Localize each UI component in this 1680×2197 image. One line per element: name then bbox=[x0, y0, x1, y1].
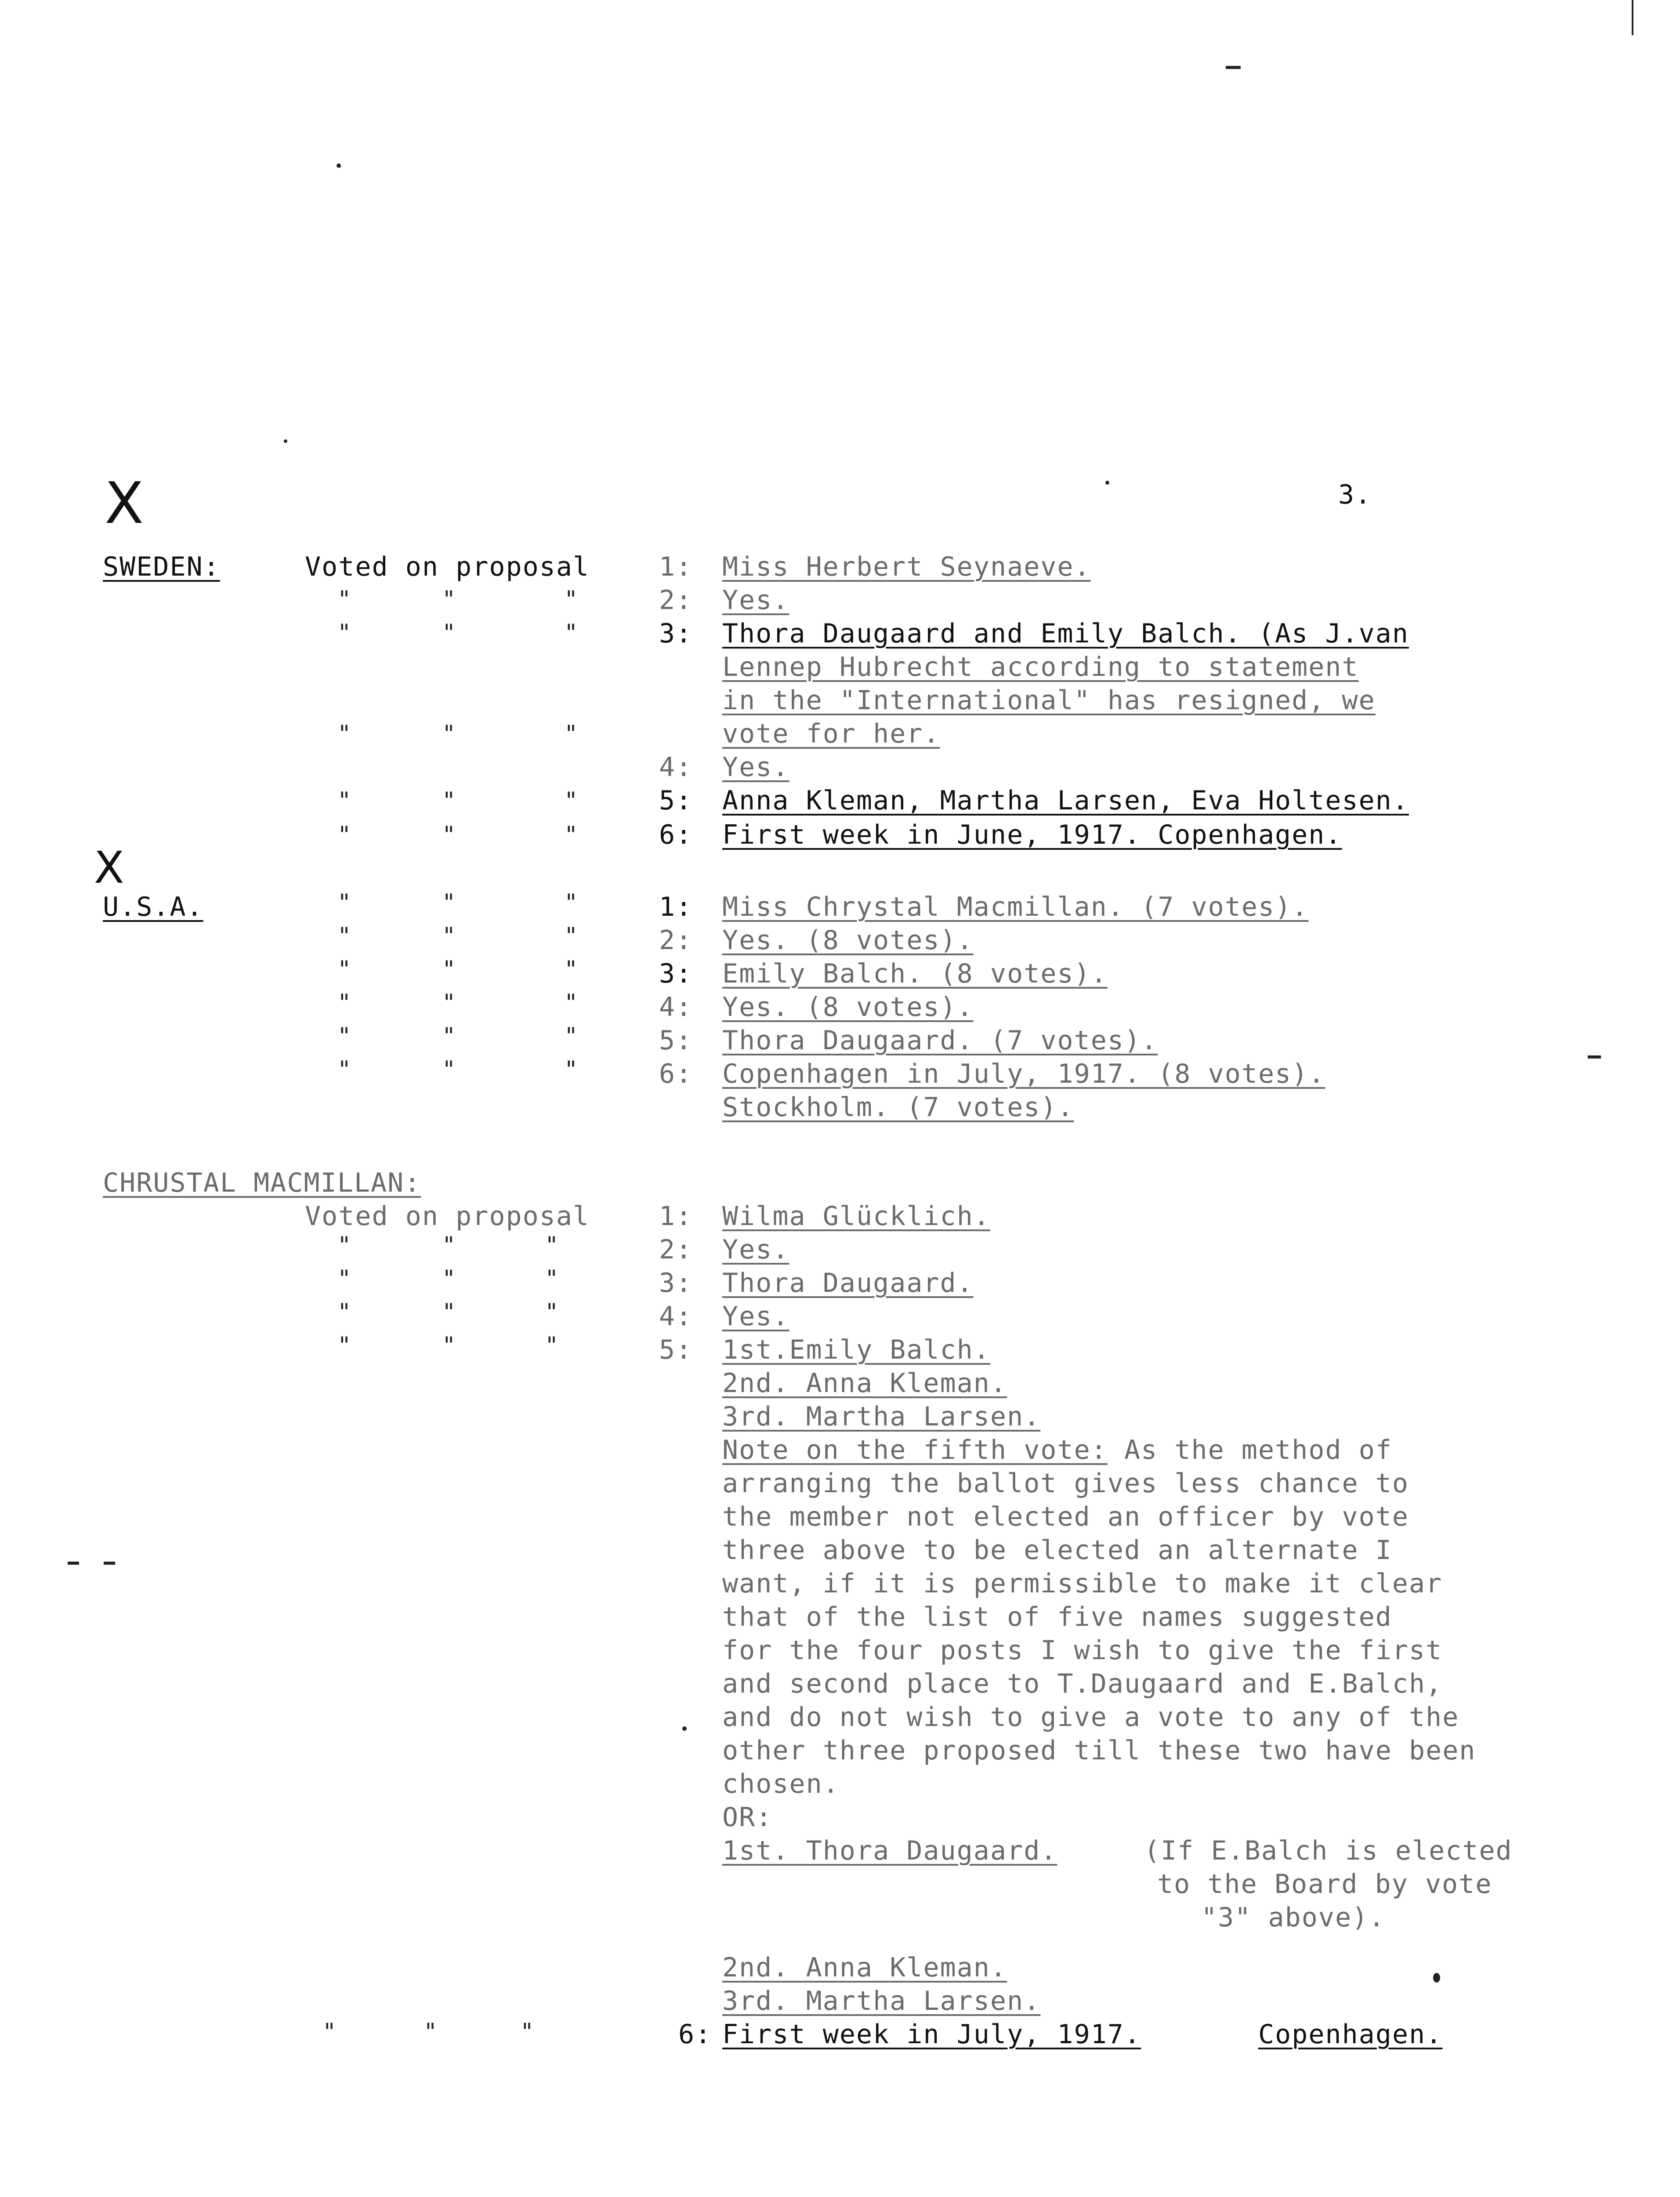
ditto-mark: " bbox=[564, 889, 578, 916]
ditto-mark: " bbox=[337, 620, 351, 646]
note-line: chosen. bbox=[722, 1769, 840, 1799]
ditto-mark: " bbox=[424, 2019, 438, 2045]
ditto-mark: " bbox=[442, 1265, 456, 1292]
item-number: 4: bbox=[659, 752, 693, 783]
ditto-mark: " bbox=[322, 2019, 337, 2045]
voted-label: Voted on proposal bbox=[305, 1201, 590, 1232]
ditto-mark: " bbox=[337, 1023, 351, 1049]
ditto-mark: " bbox=[337, 1332, 351, 1359]
ranking-line: 2nd. Anna Kleman. bbox=[722, 1368, 1007, 1399]
scan-speck bbox=[337, 163, 341, 168]
item-number: 2: bbox=[659, 585, 693, 616]
item-number: 5: bbox=[659, 785, 693, 816]
ditto-mark: " bbox=[442, 923, 456, 949]
item-text: Stockholm. (7 votes). bbox=[722, 1092, 1074, 1123]
item-text: Wilma Glücklich. bbox=[722, 1201, 990, 1232]
ditto-mark: " bbox=[442, 787, 456, 814]
item-number: 2: bbox=[659, 925, 693, 956]
section-label: SWEDEN: bbox=[103, 551, 220, 582]
ditto-mark: " bbox=[337, 990, 351, 1016]
ditto-mark: " bbox=[337, 1056, 351, 1083]
item-text: First week in July, 1917. bbox=[722, 2019, 1141, 2050]
item-number: 3: bbox=[659, 958, 693, 989]
item-number: 5: bbox=[659, 1334, 693, 1365]
note-heading: Note on the fifth vote: bbox=[722, 1435, 1108, 1465]
ditto-mark: " bbox=[442, 822, 456, 848]
ditto-mark: " bbox=[564, 1056, 578, 1083]
ditto-mark: " bbox=[545, 1299, 559, 1325]
item-text: Yes. bbox=[722, 752, 789, 783]
or-label: OR: bbox=[722, 1802, 773, 1833]
ditto-mark: " bbox=[545, 1332, 559, 1359]
ditto-mark: " bbox=[337, 822, 351, 848]
ditto-mark: " bbox=[337, 923, 351, 949]
alternative-line: 3rd. Martha Larsen. bbox=[722, 1986, 1041, 2016]
ditto-mark: " bbox=[337, 1299, 351, 1325]
ditto-mark: " bbox=[442, 1056, 456, 1083]
note-first-line: As the method of bbox=[1107, 1435, 1392, 1465]
ditto-mark: " bbox=[442, 586, 456, 613]
note-line: and second place to T.Daugaard and E.Balch, bbox=[722, 1668, 1443, 1699]
ditto-mark: " bbox=[564, 956, 578, 982]
ditto-mark: " bbox=[442, 1023, 456, 1049]
scan-speck bbox=[682, 1726, 687, 1731]
ditto-mark: " bbox=[545, 1232, 559, 1258]
ditto-mark: " bbox=[564, 721, 578, 747]
ditto-mark: " bbox=[564, 1023, 578, 1049]
scan-speck-dash bbox=[1588, 1055, 1601, 1059]
item-number: 2: bbox=[659, 1234, 693, 1265]
ditto-mark: " bbox=[442, 1299, 456, 1325]
alternative-line: 2nd. Anna Kleman. bbox=[722, 1952, 1007, 1983]
item-text: Lennep Hubrecht according to statement bbox=[722, 652, 1359, 682]
item-text: Miss Chrystal Macmillan. (7 votes). bbox=[722, 892, 1309, 922]
ditto-mark: " bbox=[337, 1232, 351, 1258]
scan-speck-dash bbox=[104, 1562, 115, 1565]
note-line: that of the list of five names suggested bbox=[722, 1602, 1392, 1632]
item-text: Yes. (8 votes). bbox=[722, 992, 974, 1022]
item-number: 5: bbox=[659, 1025, 693, 1056]
note-line bbox=[722, 1433, 1392, 1467]
item-text: Miss Herbert Seynaeve. bbox=[722, 551, 1091, 582]
item-number: 1: bbox=[659, 1201, 693, 1232]
item-text: 1st.Emily Balch. bbox=[722, 1334, 990, 1365]
scan-edge-line bbox=[1632, 0, 1633, 35]
item-number: 6: bbox=[659, 819, 693, 850]
note-line: for the four posts I wish to give the first bbox=[722, 1635, 1443, 1666]
item-text: Thora Daugaard. (7 votes). bbox=[722, 1025, 1158, 1056]
ranking-line: 3rd. Martha Larsen. bbox=[722, 1401, 1041, 1432]
item-text: Copenhagen in July, 1917. (8 votes). bbox=[722, 1059, 1325, 1089]
scan-speck bbox=[284, 439, 287, 443]
item-number: 1: bbox=[659, 551, 693, 582]
check-mark-sweden: X bbox=[105, 470, 144, 537]
ditto-mark: " bbox=[442, 721, 456, 747]
item-number: 6: bbox=[659, 1059, 693, 1089]
scan-speck-dash bbox=[1226, 66, 1241, 69]
note-line: and do not wish to give a vote to any of the bbox=[722, 1702, 1459, 1733]
ditto-mark: " bbox=[564, 990, 578, 1016]
ditto-mark: " bbox=[442, 620, 456, 646]
ditto-mark: " bbox=[442, 1232, 456, 1258]
item-text: vote for her. bbox=[722, 718, 940, 749]
alternative-first: 1st. Thora Daugaard. bbox=[722, 1835, 1057, 1866]
ditto-mark: " bbox=[442, 990, 456, 1016]
note-line: arranging the ballot gives less chance to bbox=[722, 1468, 1409, 1499]
item-text: First week in June, 1917. Copenhagen. bbox=[722, 819, 1342, 850]
note-line: want, if it is permissible to make it clear bbox=[722, 1568, 1443, 1599]
ditto-mark: " bbox=[545, 1265, 559, 1292]
ditto-mark: " bbox=[337, 721, 351, 747]
check-mark-usa: X bbox=[94, 842, 124, 893]
section-label: U.S.A. bbox=[103, 892, 203, 922]
item-number: 3: bbox=[659, 618, 693, 649]
item-number: 6: bbox=[678, 2019, 712, 2050]
scan-speck bbox=[1105, 481, 1109, 485]
ditto-mark: " bbox=[442, 1332, 456, 1359]
alternative-condition: "3" above). bbox=[1201, 1902, 1386, 1933]
item-text: Yes. bbox=[722, 585, 789, 616]
alternative-condition: (If E.Balch is elected bbox=[1144, 1835, 1513, 1866]
item-text: Thora Daugaard and Emily Balch. (As J.van bbox=[722, 618, 1409, 649]
note-line: other three proposed till these two have been bbox=[722, 1735, 1476, 1766]
item-number: 4: bbox=[659, 1301, 693, 1332]
item-text: Thora Daugaard. bbox=[722, 1268, 974, 1298]
item-number: 4: bbox=[659, 992, 693, 1022]
ditto-mark: " bbox=[337, 787, 351, 814]
ditto-mark: " bbox=[564, 620, 578, 646]
ditto-mark: " bbox=[442, 956, 456, 982]
alternative-condition: to the Board by vote bbox=[1157, 1869, 1492, 1900]
ditto-mark: " bbox=[520, 2019, 534, 2045]
note-line: three above to be elected an alternate I bbox=[722, 1535, 1392, 1566]
scan-speck-dash bbox=[68, 1562, 79, 1565]
ditto-mark: " bbox=[442, 889, 456, 916]
item-text: Yes. bbox=[722, 1301, 789, 1332]
ditto-mark: " bbox=[337, 889, 351, 916]
item-number: 1: bbox=[659, 892, 693, 922]
item-text: in the "International" has resigned, we bbox=[722, 685, 1376, 716]
scan-speck bbox=[1433, 1973, 1440, 1983]
item-text: Copenhagen. bbox=[1258, 2019, 1443, 2050]
item-text: Anna Kleman, Martha Larsen, Eva Holtesen. bbox=[722, 785, 1409, 816]
note-line: the member not elected an officer by vote bbox=[722, 1501, 1409, 1532]
ditto-mark: " bbox=[564, 787, 578, 814]
ditto-mark: " bbox=[564, 822, 578, 848]
section-label: CHRUSTAL MACMILLAN: bbox=[103, 1167, 421, 1198]
ditto-mark: " bbox=[564, 586, 578, 613]
item-text: Yes. bbox=[722, 1234, 789, 1265]
ditto-mark: " bbox=[564, 923, 578, 949]
page-number: 3. bbox=[1338, 479, 1372, 510]
ditto-mark: " bbox=[337, 1265, 351, 1292]
voted-label: Voted on proposal bbox=[305, 551, 590, 582]
item-text: Emily Balch. (8 votes). bbox=[722, 958, 1108, 989]
ditto-mark: " bbox=[337, 956, 351, 982]
ditto-mark: " bbox=[337, 586, 351, 613]
item-number: 3: bbox=[659, 1268, 693, 1298]
item-text: Yes. (8 votes). bbox=[722, 925, 974, 956]
